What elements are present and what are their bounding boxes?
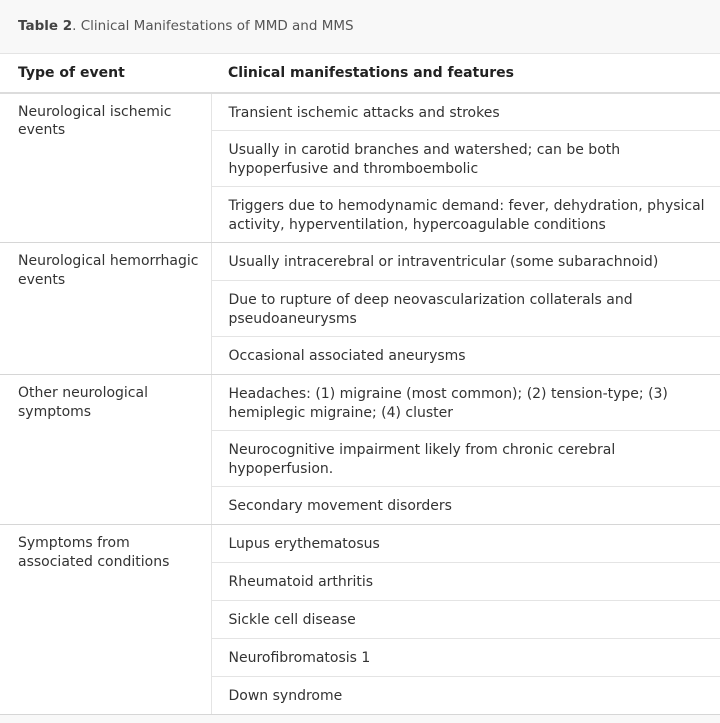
feature-cell: Triggers due to hemodynamic demand: fever, dehydration, physical activity, hyperventilation, hypercoagulable conditions [211, 187, 720, 243]
feature-cell: Rheumatoid arthritis [211, 563, 720, 601]
event-type-cell: Neurological ischemic events [0, 93, 211, 243]
feature-cell: Down syndrome [211, 677, 720, 715]
header-type-of-event: Type of event [0, 54, 211, 93]
event-type-cell: Other neurological symptoms [0, 375, 211, 525]
feature-cell: Neurocognitive impairment likely from chronic cerebral hypoperfusion. [211, 431, 720, 487]
table-caption [0, 0, 720, 53]
feature-cell: Headaches: (1) migraine (most common); (2) tension-type; (3) hemiplegic migraine; (4) cluster [211, 375, 720, 431]
feature-cell: Secondary movement disorders [211, 487, 720, 525]
feature-cell: Due to rupture of deep neovascularization collaterals and pseudoaneurysms [211, 281, 720, 337]
feature-cell: Neurofibromatosis 1 [211, 639, 720, 677]
event-type-cell: Symptoms from associated conditions [0, 525, 211, 715]
feature-cell: Transient ischemic attacks and strokes [211, 93, 720, 131]
table-row [0, 525, 720, 563]
feature-cell: Usually intracerebral or intraventricular (some subarachnoid) [211, 243, 720, 281]
table-caption-label: Table 2 [18, 18, 73, 34]
table-row [0, 243, 720, 281]
table-row [0, 93, 720, 131]
table-row [0, 375, 720, 431]
table-header-row [0, 54, 720, 93]
feature-cell: Usually in carotid branches and watershed; can be both hypoperfusive and thromboembolic [211, 131, 720, 187]
feature-cell: Sickle cell disease [211, 601, 720, 639]
clinical-manifestations-table [0, 53, 720, 715]
feature-cell: Occasional associated aneurysms [211, 337, 720, 375]
feature-cell: Lupus erythematosus [211, 525, 720, 563]
event-type-cell: Neurological hemorrhagic events [0, 243, 211, 375]
header-clinical-manifestations: Clinical manifestations and features [211, 54, 720, 93]
table-caption-text: . Clinical Manifestations of MMD and MMS [72, 18, 354, 34]
